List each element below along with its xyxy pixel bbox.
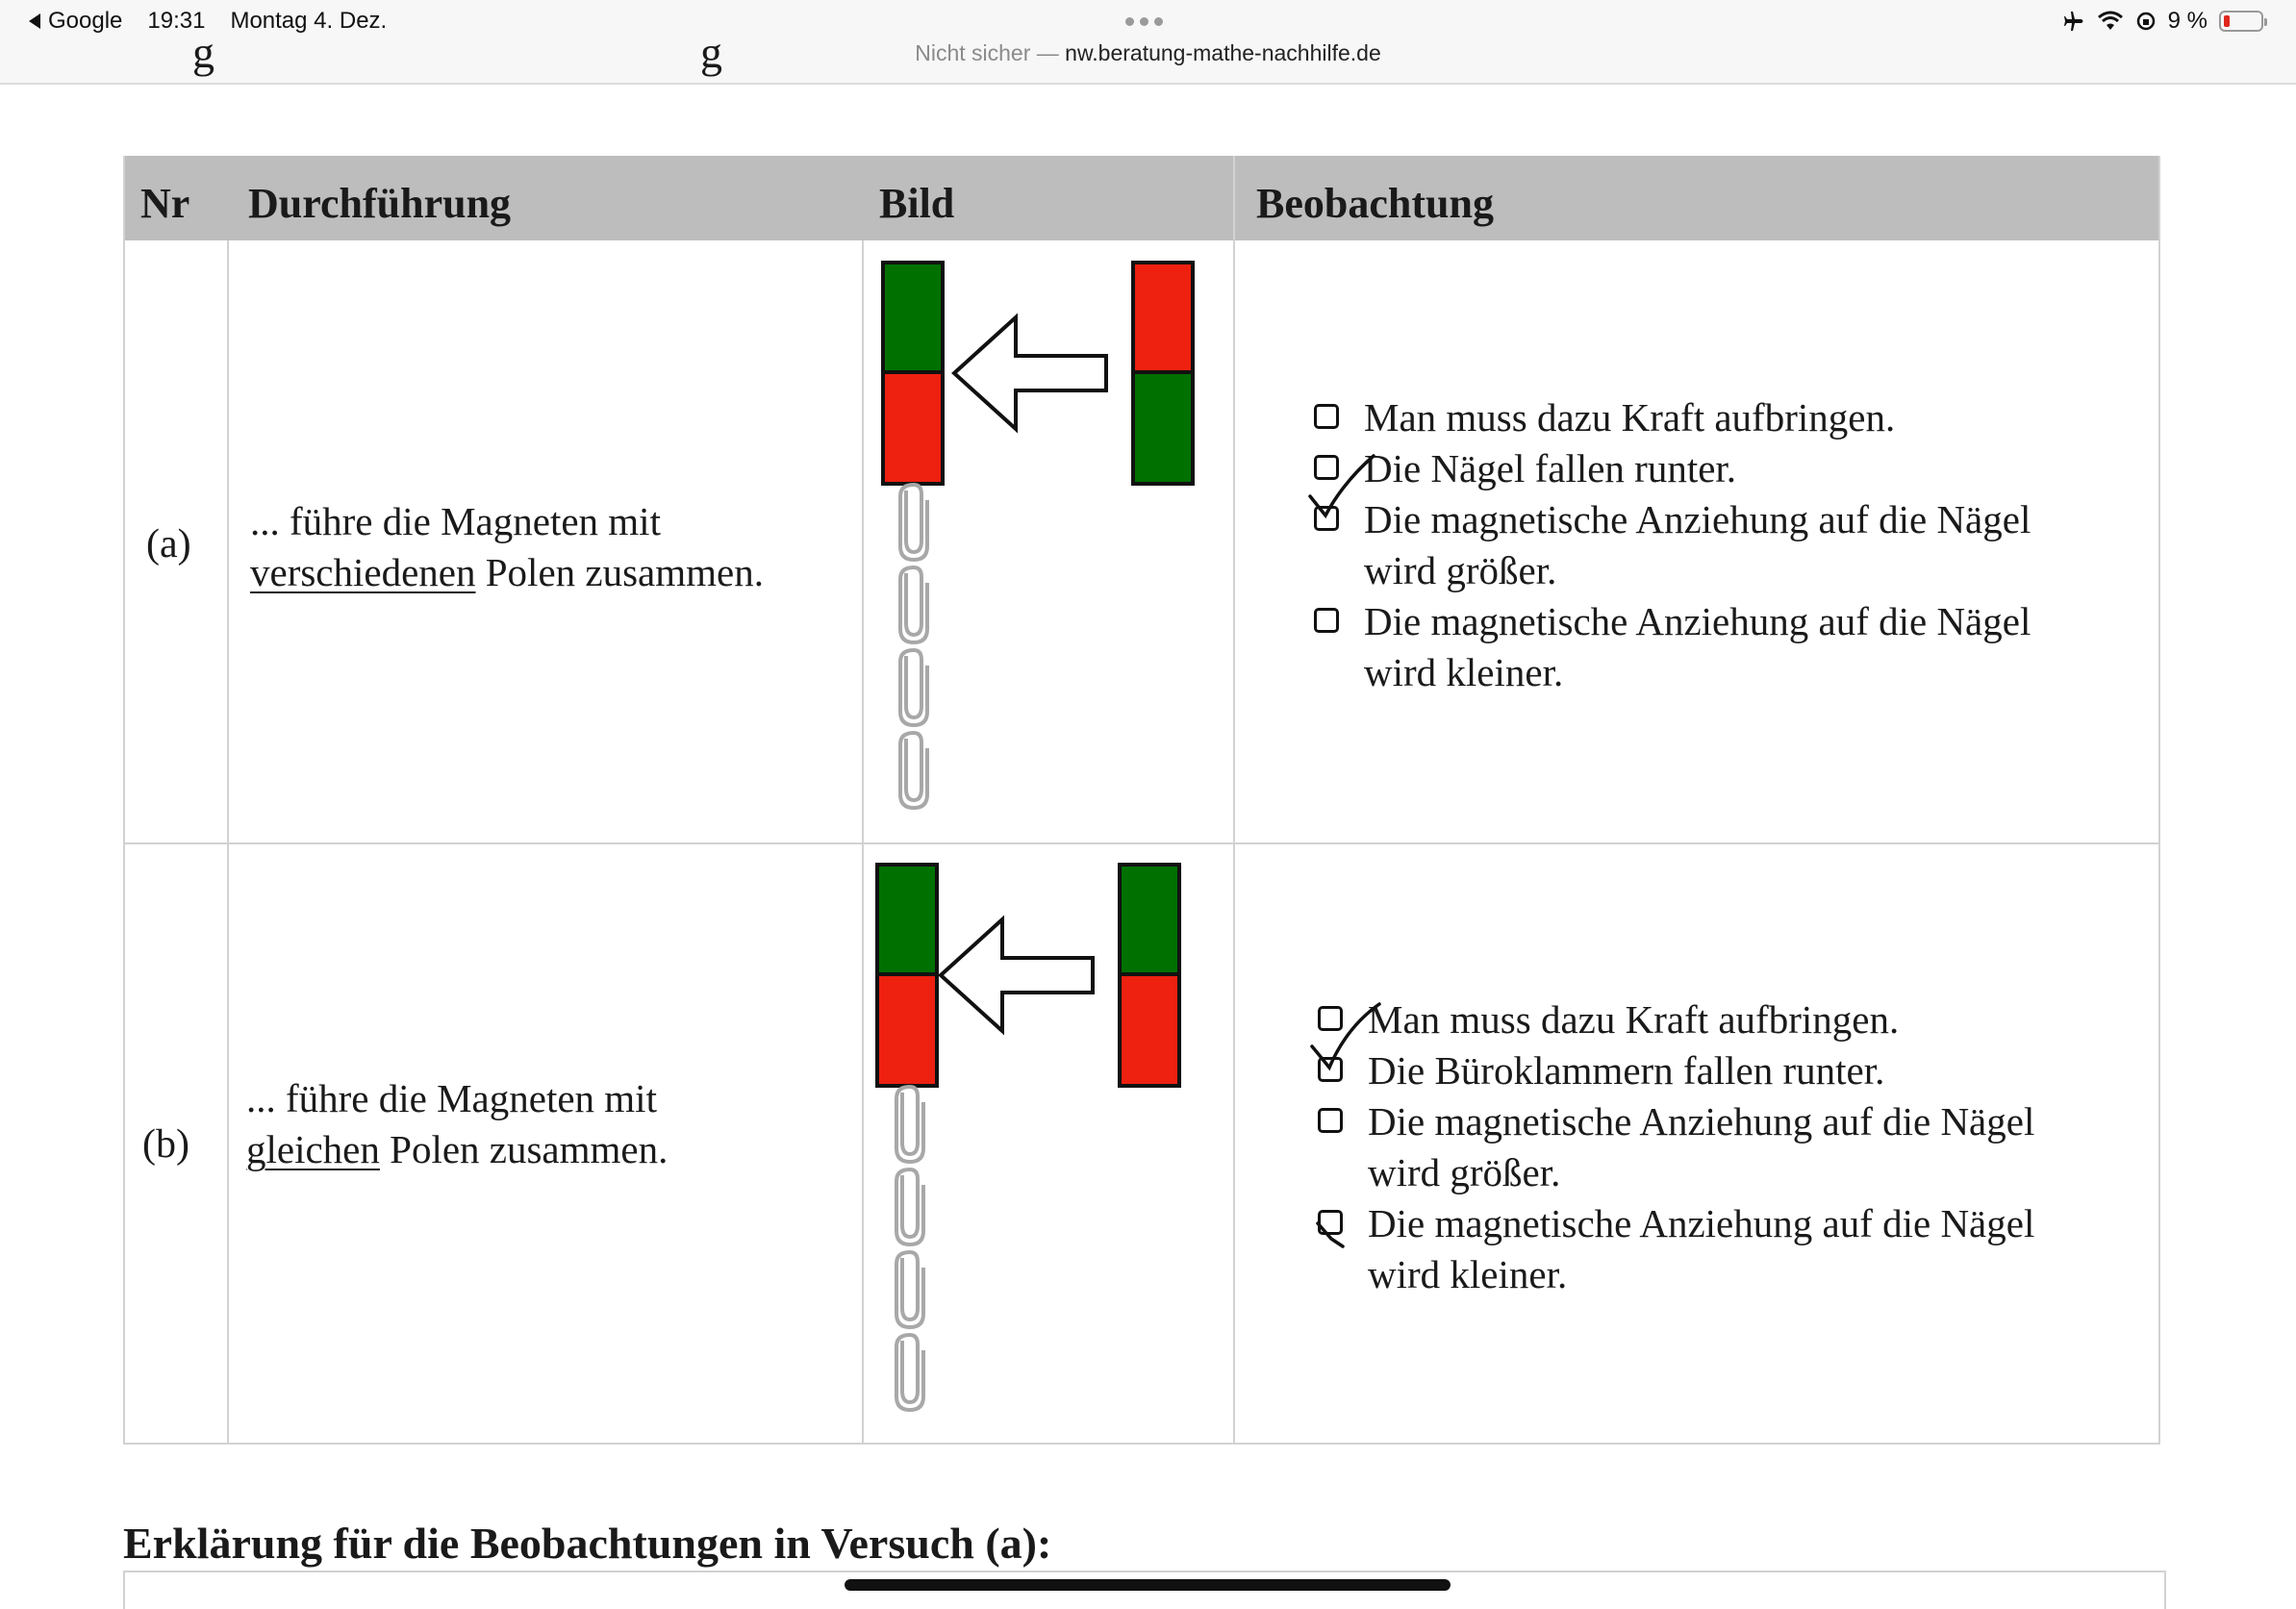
row-a-rest: Polen zusammen.: [475, 550, 764, 594]
rotation-lock-icon: [2135, 11, 2157, 32]
header-nr: Nr: [140, 180, 190, 227]
clock: 19:31: [147, 8, 206, 34]
checkbox-icon[interactable]: [1314, 404, 1339, 429]
cropped-heading: g g: [192, 28, 722, 77]
handwritten-checkmark-icon: [1306, 989, 1393, 1075]
row-b-line1: ... führe die Magneten mit: [246, 1076, 657, 1120]
left-arrow-icon: [941, 919, 1093, 1031]
battery-icon: [2219, 11, 2263, 32]
url-text: nw.beratung-mathe-nachhilfe.de: [1065, 40, 1381, 65]
row-a-option-1[interactable]: Man muss dazu Kraft aufbringen.: [1310, 392, 2031, 443]
row-b-nr: (b): [142, 1122, 189, 1167]
right-magnet-green: [1133, 372, 1193, 484]
row-a-durchfuehrung: [250, 496, 764, 598]
back-arrow-icon: [29, 13, 40, 29]
left-magnet-green: [877, 865, 937, 974]
home-indicator[interactable]: [845, 1579, 1451, 1591]
right-magnet-red: [1133, 263, 1193, 372]
row-a-option-4[interactable]: Die magnetische Anziehung auf die Nägel wird kleiner.: [1310, 596, 2031, 698]
row-a-nr: (a): [146, 522, 191, 566]
checkbox-icon[interactable]: [1318, 1108, 1343, 1133]
airplane-icon: [2062, 10, 2085, 33]
row-a-underlined: verschiedenen: [250, 550, 476, 594]
back-app-label: Google: [48, 8, 123, 34]
header-beobachtung: Beobachtung: [1256, 180, 1494, 227]
right-magnet-red: [1120, 974, 1179, 1086]
paperclip-chain-icon: [900, 485, 927, 808]
left-arrow-icon: [954, 317, 1106, 429]
row-b-option-3[interactable]: Die magnetische Anziehung auf die Nägel wird größer.: [1314, 1096, 2034, 1198]
row-b-option-1[interactable]: Man muss dazu Kraft aufbringen.: [1314, 994, 2034, 1045]
experiment-table: [123, 156, 2160, 1445]
left-magnet-red: [877, 974, 937, 1086]
not-secure-label: Nicht sicher —: [915, 40, 1059, 65]
row-b-underlined: gleichen: [246, 1127, 380, 1171]
wifi-icon: [2097, 11, 2124, 32]
multitasking-dots-icon[interactable]: [1125, 17, 1163, 26]
row-a-observations: [1310, 392, 2031, 698]
header-durchfuehrung: Durchführung: [248, 180, 512, 227]
row-a-option-3[interactable]: Die magnetische Anziehung auf die Nägel wird größer.: [1310, 494, 2031, 596]
row-b-option-4[interactable]: Die magnetische Anziehung auf die Nägel wird kleiner.: [1314, 1198, 2034, 1300]
row-a-line1: ... führe die Magneten mit: [250, 499, 661, 543]
battery-percent: 9 %: [2167, 8, 2208, 34]
explanation-heading: Erklärung für die Beobachtungen in Versuch (a):: [123, 1519, 1052, 1568]
date: Montag 4. Dez.: [230, 8, 388, 34]
checkbox-icon[interactable]: [1314, 608, 1339, 633]
row-a-magnet-diagram: [864, 242, 1233, 839]
back-to-app-button[interactable]: [29, 8, 122, 35]
paperclip-chain-icon: [896, 1087, 923, 1410]
handwritten-checkmark-icon: [1314, 1204, 1362, 1252]
row-b-durchfuehrung: [246, 1073, 668, 1175]
row-a-option-2[interactable]: Die Nägel fallen runter.: [1310, 443, 2031, 494]
row-b-observations: [1314, 994, 2034, 1300]
right-magnet-green: [1120, 865, 1179, 974]
row-b-option-2[interactable]: Die Büroklammern fallen runter.: [1314, 1045, 2034, 1096]
header-bild: Bild: [879, 180, 955, 227]
row-b-magnet-diagram: [864, 844, 1233, 1441]
row-b-rest: Polen zusammen.: [379, 1127, 669, 1171]
left-magnet-north: [883, 263, 943, 372]
handwritten-checkmark-icon: [1304, 448, 1381, 525]
left-magnet-south: [883, 372, 943, 484]
